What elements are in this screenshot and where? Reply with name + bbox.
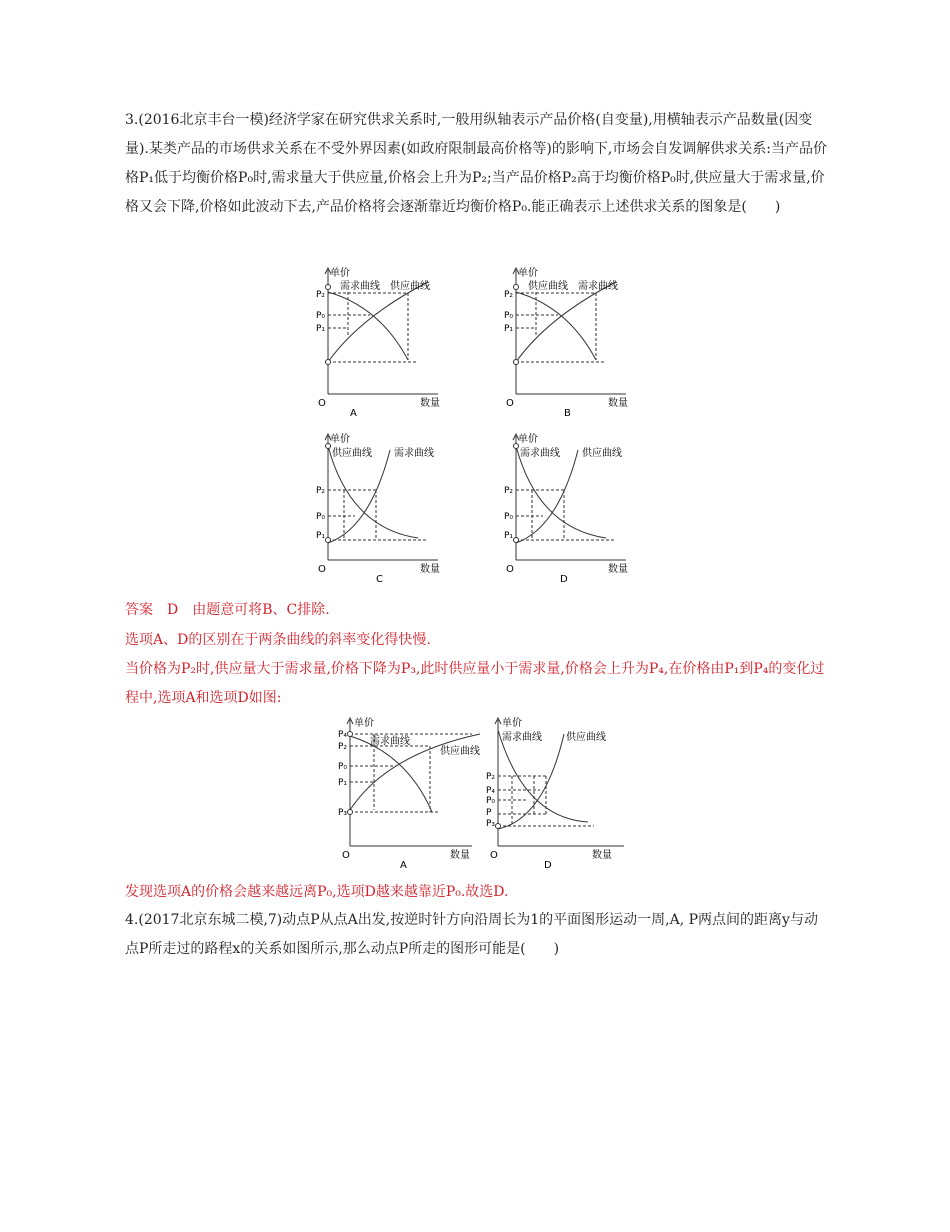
- svg-text:需求曲线: 需求曲线: [520, 448, 560, 459]
- svg-text:P₂: P₂: [338, 742, 348, 752]
- svg-text:P: P: [486, 808, 492, 818]
- svg-text:O: O: [342, 850, 350, 861]
- svg-text:P₁: P₁: [504, 531, 514, 541]
- svg-text:P₂: P₂: [316, 486, 326, 496]
- figure-option-d: [498, 428, 638, 588]
- svg-text:数量: 数量: [450, 850, 470, 861]
- answer-line-2: 选项A、D的区别在于两条曲线的斜率变化得快慢.: [125, 632, 431, 648]
- svg-text:供应曲线: 供应曲线: [332, 448, 372, 459]
- answer-figure-d: [484, 714, 634, 874]
- svg-text:需求曲线: 需求曲线: [370, 736, 410, 747]
- figure-label-c: C: [376, 574, 383, 585]
- svg-text:P₃: P₃: [486, 819, 496, 829]
- y-axis-label: 单价: [330, 268, 350, 279]
- answer-figure-a: [332, 714, 482, 874]
- svg-text:P₀: P₀: [316, 512, 326, 522]
- svg-text:P₁: P₁: [316, 531, 326, 541]
- svg-text:O: O: [506, 398, 514, 409]
- svg-text:单价: 单价: [330, 434, 350, 445]
- svg-text:单价: 单价: [518, 434, 538, 445]
- question-3-text: 3.(2016北京丰台一模)经济学家在研究供求关系时,一般用纵轴表示产品价格(自变量),用横轴表示产品数量(因变量).某类产品的市场供求关系在不受外界因素(如政府限制最高价格等)的影响下,市场会自发调解供求关系:当产品价格P₁低于均衡价格P₀时,需求量大于供应量,价格会上升为P₂;当产品价格P₂高于均衡价格P₀时,供应量大于需求量,价格又会下降,价格如此波动下去,产品价格将会逐渐靠近均衡价格P₀.能正确表示上述供求关系的图象是( ): [125, 112, 827, 215]
- svg-text:单价: 单价: [354, 718, 374, 729]
- svg-text:数量: 数量: [420, 398, 440, 409]
- svg-text:P₁: P₁: [504, 324, 514, 334]
- svg-text:P₁: P₁: [316, 324, 326, 334]
- svg-text:P₀: P₀: [504, 512, 514, 522]
- demand-curve-label: 需求曲线: [340, 281, 380, 292]
- svg-text:P₀: P₀: [504, 311, 514, 321]
- question-4-text: 4.(2017北京东城二模,7)动点P从点A出发,按逆时针方向沿周长为1的平面图形运动一周,A, P两点间的距离y与动点P所走过的路程x的关系如图所示,那么动点P所走的图形可能是( ): [125, 912, 818, 957]
- svg-text:P₀: P₀: [316, 311, 326, 321]
- svg-text:供应曲线: 供应曲线: [440, 746, 480, 757]
- svg-text:P₄: P₄: [338, 730, 348, 740]
- svg-text:供应曲线: 供应曲线: [528, 281, 568, 292]
- svg-text:数量: 数量: [420, 564, 440, 575]
- answer-line-4: 发现选项A的价格会越来越远离P₀,选项D越来越靠近P₀.故选D.: [125, 884, 509, 900]
- svg-text:供应曲线: 供应曲线: [566, 732, 606, 743]
- svg-text:单价: 单价: [502, 718, 522, 729]
- svg-text:O: O: [506, 564, 514, 575]
- svg-text:P₀: P₀: [486, 796, 496, 806]
- svg-text:P₀: P₀: [338, 762, 348, 772]
- svg-text:P₄: P₄: [486, 786, 496, 796]
- svg-text:数量: 数量: [608, 564, 628, 575]
- svg-text:数量: 数量: [608, 398, 628, 409]
- svg-text:P₃: P₃: [338, 808, 348, 818]
- svg-text:P₂: P₂: [316, 290, 326, 300]
- figure-option-b: [498, 262, 638, 422]
- svg-text:A: A: [400, 860, 407, 871]
- svg-text:O: O: [318, 564, 326, 575]
- answer-line-1: 答案 D 由题意可将B、C排除.: [125, 602, 330, 618]
- svg-text:O: O: [318, 398, 326, 409]
- svg-text:P₁: P₁: [338, 778, 348, 788]
- svg-text:D: D: [544, 860, 552, 871]
- answer-line-3: 当价格为P₂时,供应量大于需求量,价格下降为P₃,此时供应量小于需求量,价格会上升为P₄,在价格由P₁到P₄的变化过程中,选项A和选项D如图:: [125, 661, 825, 706]
- svg-text:P₂: P₂: [504, 486, 514, 496]
- svg-text:P₂: P₂: [504, 290, 514, 300]
- supply-curve-label: 供应曲线: [390, 281, 430, 292]
- figure-label-a: A: [350, 408, 357, 419]
- svg-text:需求曲线: 需求曲线: [394, 448, 434, 459]
- svg-text:P₂: P₂: [486, 772, 496, 782]
- figure-option-c: [310, 428, 450, 588]
- svg-text:需求曲线: 需求曲线: [578, 281, 618, 292]
- figure-label-d: D: [560, 574, 568, 585]
- figure-label-b: B: [564, 408, 571, 419]
- svg-text:O: O: [490, 850, 498, 861]
- svg-text:数量: 数量: [592, 850, 612, 861]
- figure-option-a: [310, 262, 450, 422]
- svg-text:供应曲线: 供应曲线: [582, 448, 622, 459]
- svg-text:需求曲线: 需求曲线: [502, 732, 542, 743]
- svg-text:单价: 单价: [518, 268, 538, 279]
